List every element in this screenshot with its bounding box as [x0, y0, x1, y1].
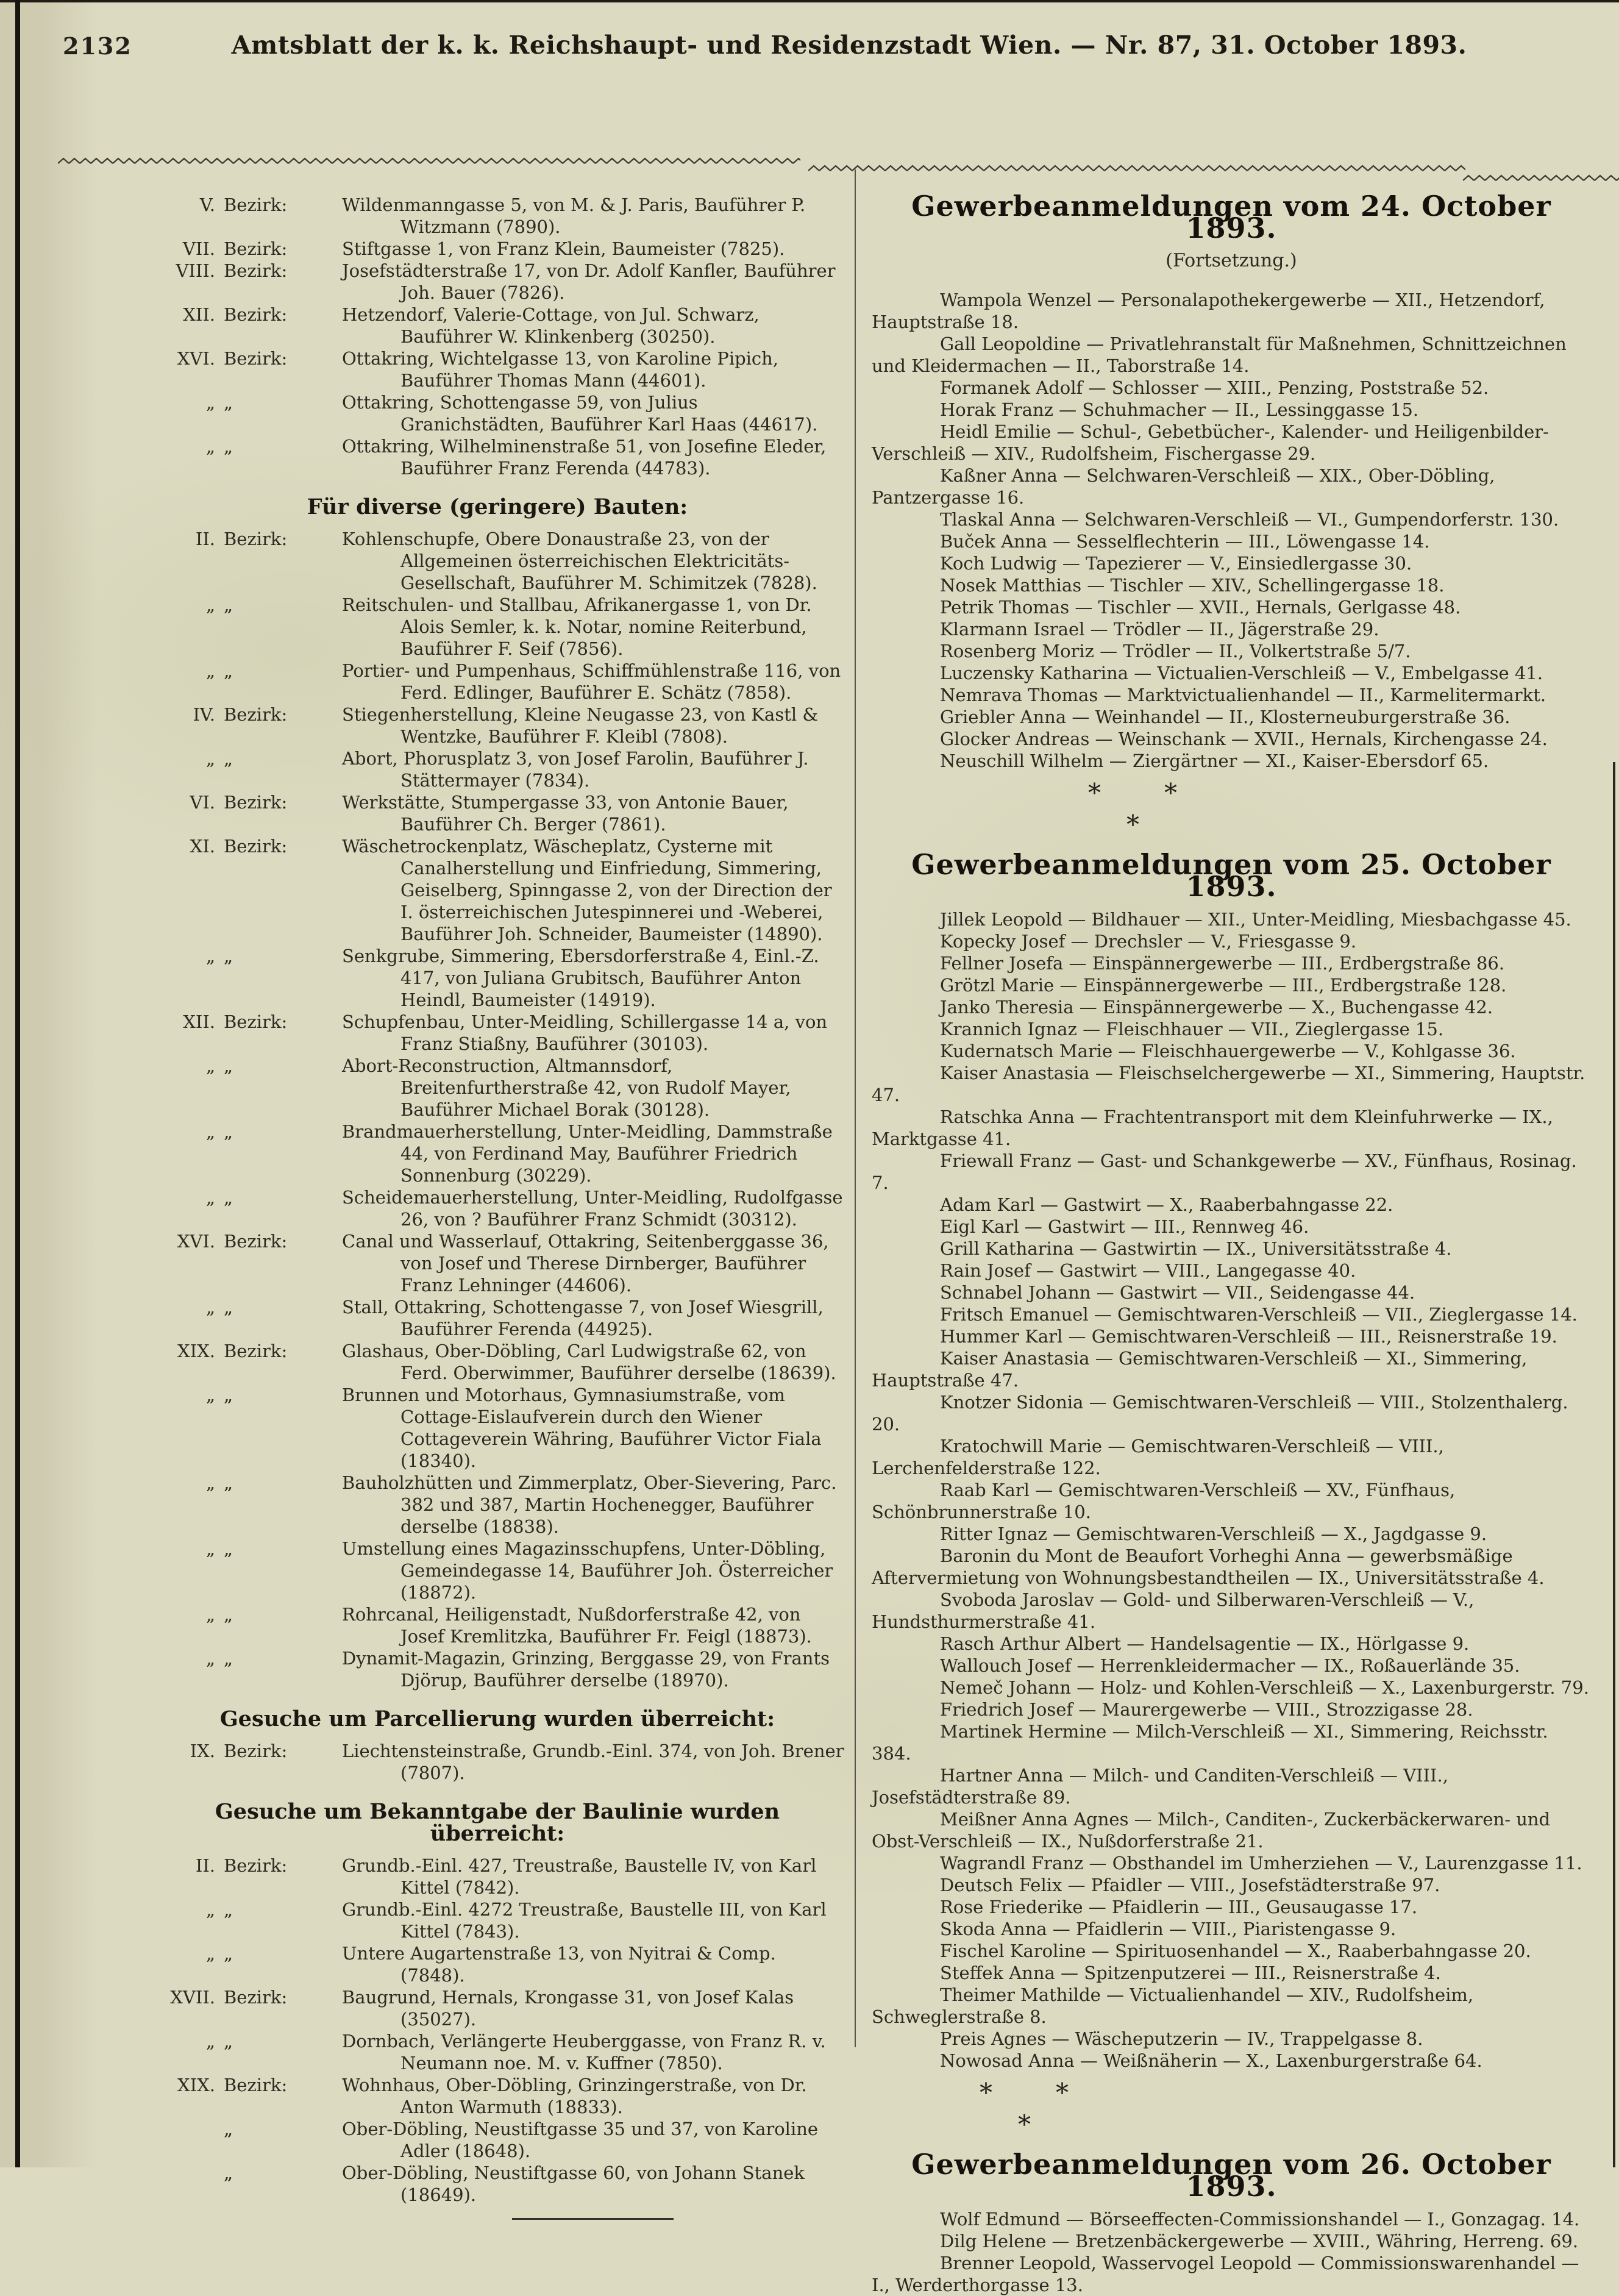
trade-registration-entry: Deutsch Felix — Pfaidler — VIII., Josefstädterstraße 97.	[940, 1875, 1440, 1895]
trade-registration-entry: Heidl Emilie — Schul-, Gebetbücher-, Kalender- und Heiligenbilder-Verschleiß — XIV., Rudolfsheim, Fischergasse 29.	[872, 421, 1549, 464]
building-permit-entry	[149, 1647, 845, 1691]
trade-registration-entry: Grill Katharina — Gastwirtin — IX., Universitätsstraße 4.	[940, 1238, 1452, 1259]
entry-text: Kohlenschupfe, Obere Donaustraße 23, von der Allgemeinen österreichischen Elektricitäts-Gesellschaft, Bauführer M. Schimitzek (7828).	[342, 529, 817, 593]
asterisk: *	[1126, 810, 1139, 840]
trade-registrations-24-list	[872, 289, 1591, 772]
trade-registration-entry: Janko Theresia — Einspännergewerbe — X., Buchengasse 42.	[940, 997, 1493, 1018]
building-permit-entry	[149, 660, 845, 704]
baulinie-entry	[149, 1986, 845, 2030]
building-permit-entry	[149, 260, 845, 304]
trade-registration-entry: Nosek Matthias — Tischler — XIV., Schellingergasse 18.	[940, 575, 1445, 596]
trade-registration-entry: Nowosad Anna — Weißnäherin — X., Laxenburgerstraße 64.	[940, 2050, 1482, 2071]
scan-edge-left	[15, 0, 20, 2167]
entry-text: Grundb.-Einl. 4272 Treustraße, Baustelle III, von Karl Kittel (7843).	[342, 1899, 827, 1942]
scan-edge-right	[1613, 762, 1615, 2167]
trade-registration-entry: Nemeč Johann — Holz- und Kohlen-Verschleiß — X., Laxenburgerstr. 79.	[940, 1677, 1589, 1698]
district-label: „	[224, 1055, 233, 1076]
district-numeral: „	[205, 1648, 215, 1669]
district-numeral: „	[205, 660, 215, 681]
trade-registration-entry: Preis Agnes — Wäscheputzerin — IV., Trappelgasse 8.	[940, 2028, 1423, 2049]
district-label: Bezirk:	[224, 348, 288, 369]
trade-registration-entry: Rose Friederike — Pfaidlerin — III., Geusaugasse 17.	[940, 1897, 1418, 1917]
asterisk: *	[1056, 2078, 1069, 2108]
district-label: „	[224, 2162, 233, 2183]
district-label: „	[224, 660, 233, 681]
entry-text: Ober-Döbling, Neustiftgasse 60, von Johann Stanek (18649).	[342, 2162, 805, 2205]
building-permit-entry	[149, 304, 845, 348]
asterisk: *	[1164, 778, 1177, 808]
district-label: „	[224, 1943, 233, 1964]
entry-text: Abort, Phorusplatz 3, von Josef Farolin, Bauführer J. Stättermayer (7834).	[342, 748, 809, 791]
heading-gewerbe-24-october: Gewerbeanmeldungen vom 24. October 1893.	[911, 190, 1551, 244]
trade-registration-entry: Schnabel Johann — Gastwirt — VII., Seidengasse 44.	[940, 1282, 1415, 1303]
district-numeral: VI.	[190, 792, 215, 813]
trade-registrations-26-list	[872, 2208, 1591, 2296]
entry-text: Baugrund, Hernals, Krongasse 31, von Josef Kalas (35027).	[342, 1987, 794, 2030]
district-label: „	[224, 1297, 233, 1317]
building-permit-entry	[149, 945, 845, 1011]
district-label: Bezirk:	[224, 1341, 288, 1361]
baulinie-entry	[149, 2030, 845, 2074]
zigzag-rule-left	[58, 156, 800, 166]
heading-gewerbe-25-october: Gewerbeanmeldungen vom 25. October 1893.	[911, 848, 1551, 903]
district-numeral: „	[205, 1055, 215, 1076]
parcellierung-entry	[149, 1740, 845, 1784]
trade-registration-entry: Griebler Anna — Weinhandel — II., Klosterneuburgerstraße 36.	[940, 707, 1510, 727]
district-label: „	[224, 1472, 233, 1493]
district-label: „	[224, 1604, 233, 1625]
district-label: Bezirk:	[224, 260, 288, 281]
district-numeral: „	[205, 1538, 215, 1559]
section-heading-parcellierung: Gesuche um Parcellierung wurden überreicht:	[219, 1706, 775, 1731]
building-permit-entry	[149, 791, 845, 835]
trade-registration-entry: Fischel Karoline — Spirituosenhandel — X., Raaberbahngasse 20.	[940, 1941, 1531, 1961]
column-divider-rule	[855, 169, 856, 2047]
district-numeral: „	[205, 392, 215, 413]
district-label: „	[224, 1187, 233, 1208]
district-label: „	[224, 748, 233, 769]
entry-text: Scheidemauerherstellung, Unter-Meidling, Rudolfgasse 26, von ? Bauführer Franz Schmidt (30312).	[342, 1187, 843, 1230]
trade-registration-entry: Kudernatsch Marie — Fleischhauergewerbe — V., Kohlgasse 36.	[940, 1041, 1516, 1061]
district-numeral: „	[205, 594, 215, 615]
trade-registration-entry: Rasch Arthur Albert — Handelsagentie — IX., Hörlgasse 9.	[940, 1633, 1470, 1654]
trade-registration-entry: Rain Josef — Gastwirt — VIII., Langegasse 40.	[940, 1260, 1356, 1281]
district-label: Bezirk:	[224, 1987, 288, 2008]
entry-text: Untere Augartenstraße 13, von Nyitrai & Comp. (7848).	[342, 1943, 776, 1986]
trade-registration-entry: Formanek Adolf — Schlosser — XIII., Penzing, Poststraße 52.	[940, 377, 1489, 398]
entry-text: Portier- und Pumpenhaus, Schiffmühlenstraße 116, von Ferd. Edlinger, Bauführer E. Schätz (7858).	[342, 660, 841, 703]
trade-registration-entry: Klarmann Israel — Trödler — II., Jägerstraße 29.	[940, 619, 1379, 640]
district-numeral: IV.	[193, 704, 215, 725]
trade-registration-entry: Wagrandl Franz — Obsthandel im Umherziehen — V., Laurenzgasse 11.	[940, 1853, 1582, 1874]
trade-registration-entry: Tlaskal Anna — Selchwaren-Verschleiß — VI., Gumpendorferstr. 130.	[940, 509, 1559, 530]
district-numeral: IX.	[190, 1741, 215, 1761]
trade-registration-entry: Martinek Hermine — Milch-Verschleiß — XI., Simmering, Reichsstr. 384.	[872, 1721, 1548, 1764]
building-permit-entry	[149, 435, 845, 479]
district-label: Bezirk:	[224, 836, 288, 857]
building-permit-entry	[149, 391, 845, 435]
building-permit-entry	[149, 1055, 845, 1121]
entry-text: Bauholzhütten und Zimmerplatz, Ober-Sievering, Parc. 382 und 387, Martin Hochenegger, Bauführer derselbe (18838).	[342, 1472, 837, 1537]
right-column	[872, 190, 1591, 2296]
building-permit-entry	[149, 194, 845, 238]
trade-registration-entry: Raab Karl — Gemischtwaren-Verschleiß — XV., Fünfhaus, Schönbrunnerstraße 10.	[872, 1480, 1456, 1522]
trade-registration-entry: Eigl Karl — Gastwirt — III., Rennweg 46.	[940, 1216, 1309, 1237]
district-label: „	[224, 1538, 233, 1559]
district-numeral: XVI.	[177, 348, 215, 369]
building-permit-list	[149, 194, 845, 479]
district-numeral: XVI.	[177, 1231, 215, 1252]
trade-registration-entry: Rosenberg Moriz — Trödler — II., Volkertstraße 5/7.	[940, 641, 1411, 661]
trade-registration-entry: Dilg Helene — Bretzenbäckergewerbe — XVIII., Währing, Herreng. 69.	[940, 2231, 1579, 2251]
district-numeral: XIX.	[177, 2075, 215, 2095]
trade-registration-entry: Luczensky Katharina — Victualien-Verschleiß — V., Embelgasse 41.	[940, 663, 1543, 683]
entry-text: Werkstätte, Stumpergasse 33, von Antonie Bauer, Bauführer Ch. Berger (7861).	[342, 792, 789, 835]
entry-text: Stiftgasse 1, von Franz Klein, Baumeister (7825).	[342, 238, 785, 259]
district-label: Bezirk:	[224, 2075, 288, 2095]
trade-registration-entry: Gall Leopoldine — Privatlehranstalt für Maßnehmen, Schnittzeichnen und Kleidermachen — II., Taborstraße 14.	[872, 333, 1567, 376]
trade-registration-entry: Jillek Leopold — Bildhauer — XII., Unter-Meidling, Miesbachgasse 45.	[940, 909, 1571, 930]
trade-registration-entry: Theimer Mathilde — Victualienhandel — XIV., Rudolfsheim, Schweglerstraße 8.	[872, 1984, 1474, 2027]
entry-text: Brandmauerherstellung, Unter-Meidling, Dammstraße 44, von Ferdinand May, Bauführer Friedrich Sonnenburg (30229).	[342, 1121, 833, 1186]
district-numeral: V.	[199, 194, 215, 215]
zigzag-rule-right	[808, 163, 1465, 173]
trade-registration-entry: Hartner Anna — Milch- und Canditen-Verschleiß — VIII., Josefstädterstraße 89.	[872, 1765, 1448, 1808]
district-numeral: XVII.	[170, 1987, 215, 2008]
entry-text: Umstellung eines Magazinsschupfens, Unter-Döbling, Gemeindegasse 14, Bauführer Joh. Österreicher (18872).	[342, 1538, 833, 1603]
district-label: „	[224, 436, 233, 457]
district-numeral: II.	[195, 529, 215, 549]
trade-registration-entry: Brenner Leopold, Wasservogel Leopold — Commissionswarenhandel — I., Werderthorgasse 13.	[872, 2253, 1579, 2295]
baulinie-entry	[149, 1898, 845, 1942]
asterisk: *	[1018, 2109, 1031, 2139]
trade-registration-entry: Ratschka Anna — Frachtentransport mit dem Kleinfuhrwerke — IX., Marktgasse 41.	[872, 1107, 1553, 1149]
district-label: Bezirk:	[224, 238, 288, 259]
trade-registration-entry: Adam Karl — Gastwirt — X., Raaberbahngasse 22.	[940, 1194, 1393, 1215]
district-numeral	[149, 2118, 215, 2162]
baulinie-entry	[149, 2162, 845, 2206]
entry-text: Wildenmanngasse 5, von M. & J. Paris, Bauführer P. Witzmann (7890).	[342, 194, 806, 237]
district-label: „	[224, 1648, 233, 1669]
trade-registration-entry: Ritter Ignaz — Gemischtwaren-Verschleiß — X., Jagdgasse 9.	[940, 1524, 1487, 1544]
building-permit-entry	[149, 348, 845, 391]
district-numeral: XIX.	[177, 1341, 215, 1361]
entry-text: Grundb.-Einl. 427, Treustraße, Baustelle IV, von Karl Kittel (7842).	[342, 1855, 817, 1898]
district-numeral: II.	[195, 1855, 215, 1876]
building-permit-entry	[149, 1340, 845, 1384]
section-heading-diverse-bauten: Für diverse (geringere) Bauten:	[307, 494, 688, 519]
trade-registration-entry: Baronin du Mont de Beaufort Vorheghi Anna — gewerbsmäßige Aftervermietung von Wohnungsbestandtheilen — IX., Universitätsstraße 4.	[872, 1546, 1545, 1588]
trade-registration-entry: Steffek Anna — Spitzenputzerei — III., Reisnerstraße 4.	[940, 1963, 1441, 1983]
baulinie-entry	[149, 1855, 845, 1898]
district-numeral: „	[205, 1187, 215, 1208]
building-permit-entry	[149, 594, 845, 660]
entry-text: Hetzendorf, Valerie-Cottage, von Jul. Schwarz, Bauführer W. Klinkenberg (30250).	[342, 304, 760, 347]
trade-registration-entry: Fritsch Emanuel — Gemischtwaren-Verschleiß — VII., Zieglergasse 14.	[940, 1304, 1578, 1325]
district-numeral: „	[205, 1297, 215, 1317]
trade-registration-entry: Kaiser Anastasia — Fleischselchergewerbe — XI., Simmering, Hauptstr. 47.	[872, 1063, 1585, 1105]
district-label: Bezirk:	[224, 792, 288, 813]
trade-registration-entry: Hummer Karl — Gemischtwaren-Verschleiß — III., Reisnerstraße 19.	[940, 1326, 1557, 1347]
parcellierung-list	[149, 1740, 845, 1784]
trade-registration-entry: Fellner Josefa — Einspännergewerbe — III., Erdbergstraße 86.	[940, 953, 1505, 974]
district-numeral: „	[205, 1385, 215, 1405]
building-permit-entry	[149, 1121, 845, 1186]
building-permit-entry	[149, 747, 845, 791]
trade-registration-entry: Friedrich Josef — Maurergewerbe — VIII., Strozzigasse 28.	[940, 1699, 1473, 1720]
trade-registration-entry: Neuschill Wilhelm — Ziergärtner — XI., Kaiser-Ebersdorf 65.	[940, 750, 1489, 771]
building-permit-entry	[149, 1186, 845, 1230]
entry-text: Liechtensteinstraße, Grundb.-Einl. 374, von Joh. Brener (7807).	[342, 1741, 844, 1783]
entry-text: Stiegenherstellung, Kleine Neugasse 23, von Kastl & Wentzke, Bauführer F. Kleibl (7808).	[342, 704, 819, 747]
district-numeral: „	[205, 1899, 215, 1920]
heading-gewerbe-26-october: Gewerbeanmeldungen vom 26. October 1893.	[911, 2148, 1551, 2203]
district-label: Bezirk:	[224, 704, 288, 725]
district-label: „	[224, 594, 233, 615]
end-of-column-rule	[512, 2218, 674, 2220]
district-numeral: „	[205, 1472, 215, 1493]
district-numeral: VIII.	[176, 260, 215, 281]
trade-registration-entry: Meißner Anna Agnes — Milch-, Canditen-, Zuckerbäckerwaren- und Obst-Verschleiß — IX., Nußdorferstraße 21.	[872, 1809, 1551, 1852]
district-label: Bezirk:	[224, 1231, 288, 1252]
trade-registration-entry: Buček Anna — Sesselflechterin — III., Löwengasse 14.	[940, 531, 1430, 552]
entry-text: Wäschetrockenplatz, Wäscheplatz, Cysterne mit Canalherstellung und Einfriedung, Simmering, Geiselberg, Spinngasse 2, von der Direction der I. österreichischen Jutespinnerei und -Weberei, Bauführer Joh. Schneider, Baumeister (14890).	[342, 836, 832, 944]
baulinie-list	[149, 1855, 845, 2206]
trade-registration-entry: Skoda Anna — Pfaidlerin — VIII., Piaristengasse 9.	[940, 1919, 1397, 1939]
district-label: „	[224, 392, 233, 413]
entry-text: Josefstädterstraße 17, von Dr. Adolf Kanfler, Bauführer Joh. Bauer (7826).	[342, 260, 836, 303]
district-label: „	[224, 2031, 233, 2052]
district-label: „	[224, 1899, 233, 1920]
trade-registrations-25-list	[872, 908, 1591, 2072]
asterisk-divider	[872, 780, 1591, 849]
trade-registration-entry: Kopecky Josef — Drechsler — V., Friesgasse 9.	[940, 931, 1357, 952]
trade-registration-entry: Kaßner Anna — Selchwaren-Verschleiß — XIX., Ober-Döbling, Pantzergasse 16.	[872, 465, 1495, 508]
entry-text: Ottakring, Wilhelminenstraße 51, von Josefine Eleder, Bauführer Franz Ferenda (44783).	[342, 436, 827, 479]
entry-text: Senkgrube, Simmering, Ebersdorferstraße 4, Einl.-Z. 417, von Juliana Grubitsch, Bauführer Anton Heindl, Baumeister (14919).	[342, 946, 819, 1010]
trade-registration-entry: Knotzer Sidonia — Gemischtwaren-Verschleiß — VIII., Stolzenthalerg. 20.	[872, 1392, 1568, 1435]
section-heading-baulinie: Gesuche um Bekanntgabe der Baulinie wurden überreicht:	[215, 1799, 780, 1846]
district-numeral: „	[205, 1121, 215, 1142]
entry-text: Ottakring, Wichtelgasse 13, von Karoline Pipich, Bauführer Thomas Mann (44601).	[342, 348, 779, 391]
district-numeral: XI.	[190, 836, 215, 857]
building-permit-entry	[149, 1538, 845, 1603]
trade-registration-entry: Svoboda Jaroslav — Gold- und Silberwaren-Verschleiß — V., Hundsthurmerstraße 41.	[872, 1589, 1475, 1632]
district-numeral: „	[205, 1604, 215, 1625]
building-permit-entry	[149, 238, 845, 260]
left-column	[149, 194, 845, 2220]
district-label: „	[224, 1385, 233, 1405]
district-label: Bezirk:	[224, 529, 288, 549]
trade-registration-entry: Petrik Thomas — Tischler — XVII., Hernals, Gerlgasse 48.	[940, 597, 1461, 618]
building-permit-entry	[149, 1230, 845, 1296]
subheading-fortsetzung: (Fortsetzung.)	[1165, 250, 1297, 271]
masthead-title: Amtsblatt der k. k. Reichshaupt- und Residenzstadt Wien. — Nr. 87, 31. October 1893.	[231, 30, 1467, 60]
entry-text: Dornbach, Verlängerte Heuberggasse, von Franz R. v. Neumann noe. M. v. Kuffner (7850).	[342, 2031, 826, 2073]
district-numeral: XII.	[183, 1011, 215, 1032]
trade-registration-entry: Krannich Ignaz — Fleischhauer — VII., Zieglergasse 15.	[940, 1019, 1444, 1039]
building-permit-entry	[149, 1296, 845, 1340]
asterisk: *	[1088, 778, 1101, 808]
building-permit-entry	[149, 1603, 845, 1647]
entry-text: Ottakring, Schottengasse 59, von Julius Granichstädten, Bauführer Karl Haas (44617).	[342, 392, 818, 435]
district-numeral: „	[205, 1943, 215, 1964]
entry-text: Dynamit-Magazin, Grinzing, Berggasse 29, von Frants Djörup, Bauführer derselbe (18970).	[342, 1648, 830, 1691]
trade-registration-entry: Friewall Franz — Gast- und Schankgewerbe — XV., Fünfhaus, Rosinag. 7.	[872, 1150, 1577, 1193]
trade-registration-entry: Kaiser Anastasia — Gemischtwaren-Verschleiß — XI., Simmering, Hauptstraße 47.	[872, 1348, 1528, 1391]
building-permit-entry	[149, 1472, 845, 1538]
district-numeral: „	[205, 436, 215, 457]
district-label: Bezirk:	[224, 304, 288, 325]
building-permit-entry	[149, 835, 845, 945]
district-label: Bezirk:	[224, 194, 288, 215]
entry-text: Wohnhaus, Ober-Döbling, Grinzingerstraße, von Dr. Anton Warmuth (18833).	[342, 2075, 807, 2117]
district-label: „	[224, 2119, 233, 2139]
trade-registration-entry: Wolf Edmund — Börseeffecten-Commissionshandel — I., Gonzagag. 14.	[940, 2209, 1580, 2230]
district-label: Bezirk:	[224, 1011, 288, 1032]
baulinie-entry	[149, 2074, 845, 2118]
entry-text: Brunnen und Motorhaus, Gymnasiumstraße, vom Cottage-Eislaufverein durch den Wiener Cottageverein Währing, Bauführer Victor Fiala (18340).	[342, 1385, 822, 1471]
baulinie-entry	[149, 1942, 845, 1986]
trade-registration-entry: Koch Ludwig — Tapezierer — V., Einsiedlergasse 30.	[940, 553, 1412, 574]
entry-text: Reitschulen- und Stallbau, Afrikanergasse 1, von Dr. Alois Semler, k. k. Notar, nomine Reiterbund, Bauführer F. Seif (7856).	[342, 594, 812, 659]
entry-text: Stall, Ottakring, Schottengasse 7, von Josef Wiesgrill, Bauführer Ferenda (44925).	[342, 1297, 824, 1339]
trade-registration-entry: Horak Franz — Schuhmacher — II., Lessinggasse 15.	[940, 399, 1419, 420]
asterisk: *	[980, 2078, 992, 2108]
trade-registration-entry: Glocker Andreas — Weinschank — XVII., Hernals, Kirchengasse 24.	[940, 729, 1548, 749]
entry-text: Ober-Döbling, Neustiftgasse 35 und 37, von Karoline Adler (18648).	[342, 2119, 819, 2161]
entry-text: Rohrcanal, Heiligenstadt, Nußdorferstraße 42, von Josef Kremlitzka, Bauführer Fr. Feigl (18873).	[342, 1604, 812, 1647]
trade-registration-entry: Kratochwill Marie — Gemischtwaren-Verschleiß — VIII., Lerchenfelderstraße 122.	[872, 1436, 1444, 1478]
district-numeral: VII.	[182, 238, 215, 259]
district-numeral: „	[205, 748, 215, 769]
zigzag-rule-edge	[1463, 173, 1619, 183]
district-numeral	[149, 2162, 215, 2206]
page-number: 2132	[63, 32, 132, 60]
district-label: Bezirk:	[224, 1855, 288, 1876]
building-permit-entry	[149, 1011, 845, 1055]
district-numeral: „	[205, 946, 215, 966]
district-numeral: XII.	[183, 304, 215, 325]
entry-text: Schupfenbau, Unter-Meidling, Schillergasse 14 a, von Franz Stiaßny, Bauführer (30103).	[342, 1011, 828, 1054]
district-label: „	[224, 946, 233, 966]
diverse-bauten-list	[149, 528, 845, 1691]
trade-registration-entry: Wallouch Josef — Herrenkleidermacher — IX., Roßauerlände 35.	[940, 1655, 1520, 1676]
entry-text: Canal und Wasserlauf, Ottakring, Seitenberggasse 36, von Josef und Therese Dirnberger, Bauführer Franz Lehninger (44606).	[342, 1231, 829, 1296]
building-permit-entry	[149, 704, 845, 747]
building-permit-entry	[149, 1384, 845, 1472]
district-label: Bezirk:	[224, 1741, 288, 1761]
scan-edge-top	[0, 0, 1619, 2]
building-permit-entry	[149, 528, 845, 594]
trade-registration-entry: Grötzl Marie — Einspännergewerbe — III., Erdbergstraße 128.	[940, 975, 1507, 996]
trade-registration-entry: Nemrava Thomas — Marktvictualienhandel — II., Karmelitermarkt.	[940, 685, 1546, 705]
district-label: „	[224, 1121, 233, 1142]
entry-text: Glashaus, Ober-Döbling, Carl Ludwigstraße 62, von Ferd. Oberwimmer, Bauführer derselbe (18639).	[342, 1341, 836, 1383]
trade-registration-entry: Wampola Wenzel — Personalapothekergewerbe — XII., Hetzendorf, Hauptstraße 18.	[872, 290, 1545, 332]
baulinie-entry	[149, 2118, 845, 2162]
district-numeral: „	[205, 2031, 215, 2052]
entry-text: Abort-Reconstruction, Altmannsdorf, Breitenfurtherstraße 42, von Rudolf Mayer, Bauführer Michael Borak (30128).	[342, 1055, 791, 1120]
asterisk-divider	[872, 2080, 1591, 2148]
